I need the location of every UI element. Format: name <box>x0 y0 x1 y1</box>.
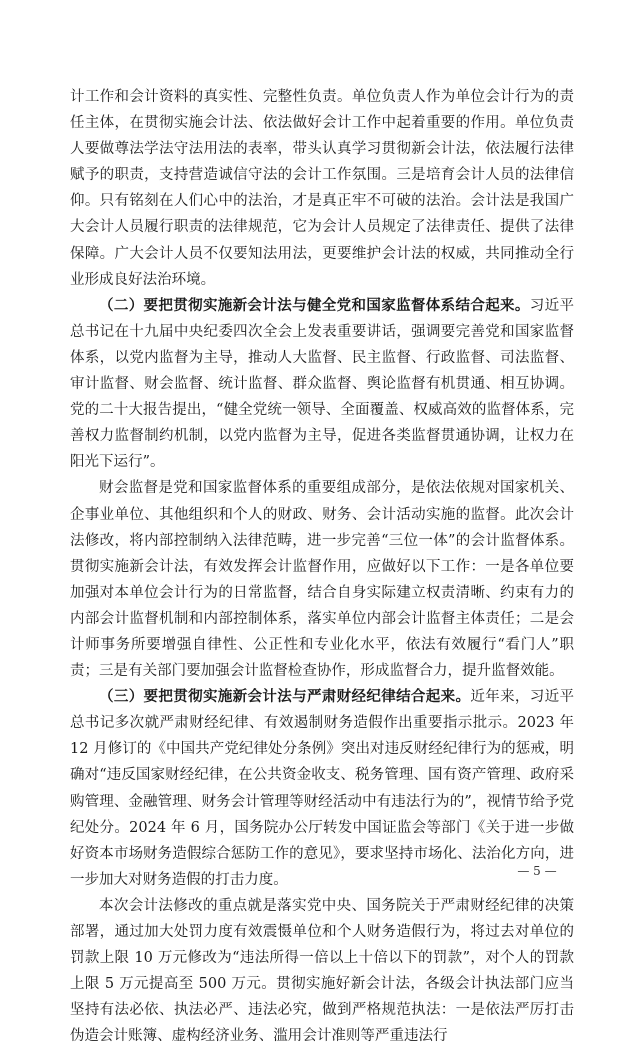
section-heading-2: （二）要把贯彻实施新会计法与健全党和国家监督体系结合起来。 <box>99 297 530 314</box>
page-number: — 5 — <box>517 864 557 878</box>
paragraph-3-text: 财会监督是党和国家监督体系的重要组成部分，是依法依规对国家机关、企事业单位、其他组织和个人的财政、财务、会计活动实施的监督。此次会计法修改，将内部控制纳入法律范畴，进一步完善“三位一体”的会计监督体系。贯彻实施新会计法，有效发挥会计监督作用，应做好以下工作：一是各单位要加强对本单位会计行为的日常监督，结合自身实际建立权责清晰、约束有力的内部会计监督机制和内部控制体系，落实单位内部会计监督主体责任；二是会计师事务所要增强自律性、公正性和专业化水平，依法有效履行“看门人”职责；三是有关部门要加强会计监督检查协作，形成监督合力，提升监督效能。 <box>70 480 574 680</box>
paragraph-5 <box>70 893 574 1049</box>
paragraph-4-text: 近年来，习近平总书记多次就严肃财经纪律、有效遏制财务造假作出重要指示批示。2023 年 12 月修订的《中国共产党纪律处分条例》突出对违反财经纪律行为的惩戒，明确对“违反国家财经纪律，在公共资金收支、税务管理、国有资产管理、政府采购管理、金融管理、财务会计管理等财经活动中有违法行为的”，视情节给予党纪处分。2024 年 6 月，国务院办公厅转发中国证监会等部门《关于进一步做好资本市场财务造假综合惩防工作的意见》，要求坚持市场化、法治化方向，进一步加大对财务造假的打击力度。 <box>70 689 575 888</box>
paragraph-1-text: 计工作和会计资料的真实性、完整性负责。单位负责人作为单位会计行为的责任主体，在贯彻实施会计法、依法做好会计工作中起着重要的作用。单位负责人要做尊法学法守法用法的表率，带头认真学习贯彻新会计法，依法履行法律赋予的职责，支持营造诚信守法的会计工作氛围。三是培育会计人员的法律信仰。只有铭刻在人们心中的法治，才是真正牢不可破的法治。会计法是我国广大会计人员履行职责的法律规范，它为会计人员规定了法律责任、提供了法律保障。广大会计人员不仅要知法用法，更要维护会计法的权威，共同推动全行业形成良好法治环境。 <box>70 89 574 288</box>
section-heading-3: （三）要把贯彻实施新会计法与严肃财经纪律结合起来。 <box>99 689 471 706</box>
document-body <box>70 84 574 1049</box>
paragraph-4 <box>70 684 574 893</box>
paragraph-2-text: 习近平总书记在十九届中央纪委四次全会上发表重要讲话，强调要完善党和国家监督体系，以党内监督为主导，推动人大监督、民主监督、行政监督、司法监督、审计监督、财会监督、统计监督、群众监督、舆论监督有机贯通、相互协调。党的二十大报告提出，“健全党统一领导、全面覆盖、权威高效的监督体系，完善权力监督制约机制，以党内监督为主导，促进各类监督贯通协调，让权力在阳光下运行”。 <box>70 297 575 471</box>
paragraph-2 <box>70 293 574 476</box>
paragraph-5-text: 本次会计法修改的重点就是落实党中央、国务院关于严肃财经纪律的决策部署，通过加大处罚力度有效震慑单位和个人财务造假行为，将过去对单位的罚款上限 10 万元修改为“违法所得一倍以上十倍以下的罚款”，对个人的罚款上限 5 万元提高至 500 万元。贯彻实施好新会计法，各级会计执法部门应当坚持有法必依、执法必严、违法必究，做到严格规范执法：一是依法严厉打击伪造会计账簿、虚构经济业务、滥用会计准则等严重违法行 <box>70 897 574 1045</box>
paragraph-1 <box>70 84 574 293</box>
paragraph-3 <box>70 475 574 684</box>
